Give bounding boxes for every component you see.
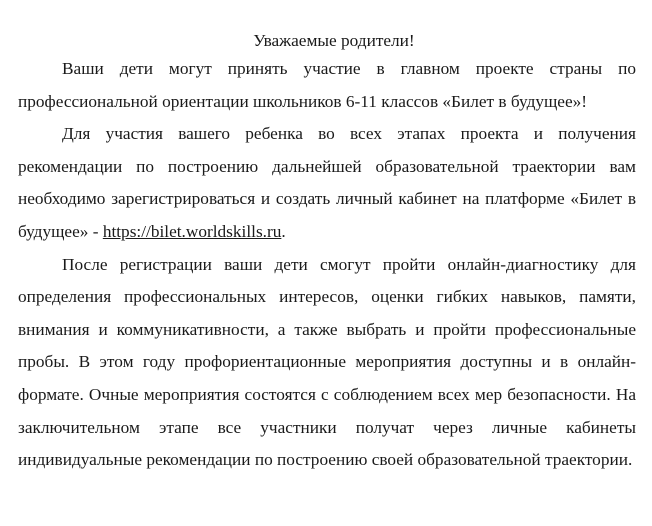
paragraph-registration [18, 118, 636, 248]
platform-link[interactable]: https://bilet.worldskills.ru [102, 221, 282, 241]
registration-period: . [281, 221, 286, 241]
paragraph-announcement: Ваши дети могут принять участие в главном проекте страны по профессиональной ориентации школьников 6-11 классов «Билет в будущее»! [18, 59, 636, 111]
paragraph-diagnostics: После регистрации ваши дети смогут пройти онлайн-диагностику для определения профессиональных интересов, оценки гибких навыков, памяти, внимания и коммуникативности, а также выбрать и пройти профессиональные пробы. В этом году профориентационные мероприятия доступны и в онлайн-формате. Очные мероприятия состоятся с соблюдением всех мер безопасности. На заключительном этапе все участники получат через личные кабинеты индивидуальные рекомендации по построению своей образовательной траектории. [18, 254, 636, 470]
letter-heading: Уважаемые родители! [253, 31, 415, 50]
registration-text: Для участия вашего ребенка во всех этапах проекта и получения рекомендации по построению дальнейшей образовательной траектории вам необходимо зарегистрироваться и создать личный кабинет на платформе «Билет в будущее» - [18, 124, 636, 241]
